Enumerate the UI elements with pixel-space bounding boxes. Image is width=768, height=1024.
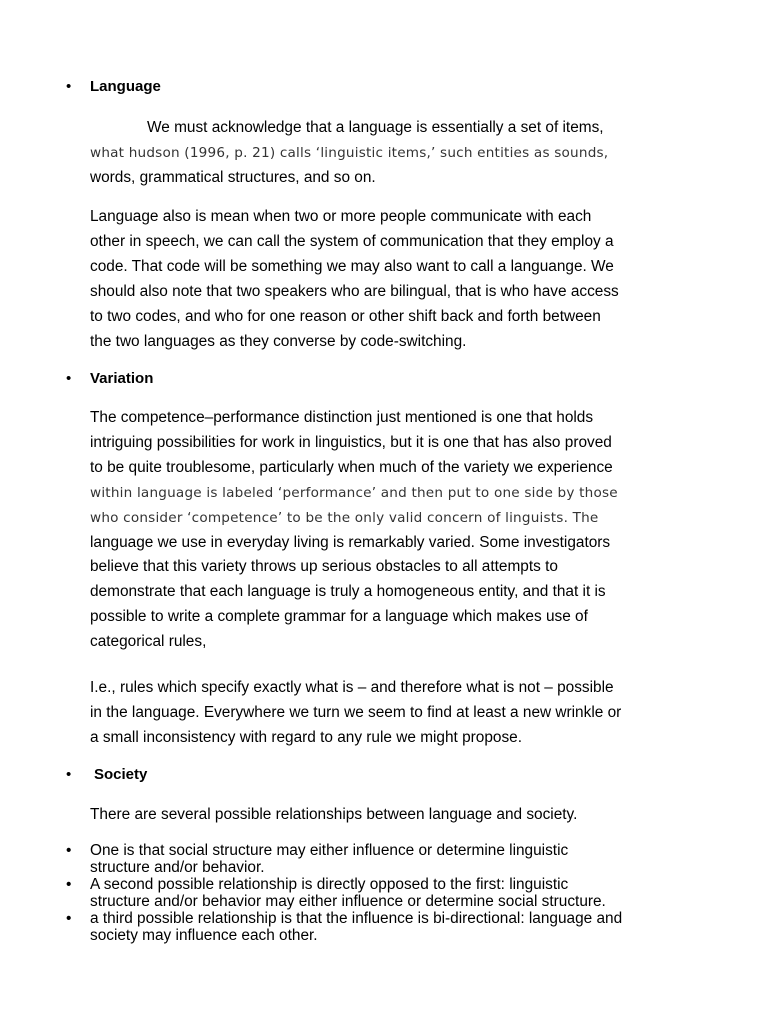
text-line: a third possible relationship is that the influence is bi-directional: language and (90, 910, 623, 927)
text-line: Language also is mean when two or more people communicate with each (90, 208, 592, 225)
text-line: to be quite troublesome, particularly when much of the variety we experience (90, 458, 613, 476)
heading-text: Society (94, 766, 148, 783)
text-line: I.e., rules which specify exactly what is – and therefore what is not – possible (90, 679, 614, 696)
text-line: A second possible relationship is directly opposed to the first: linguistic (90, 876, 569, 893)
text-line: words, grammatical structures, and so on. (90, 168, 376, 186)
paragraph-language-1 (90, 116, 690, 191)
text-line: structure and/or behavior may either influence or determine social structure. (90, 893, 606, 910)
text-line: One is that social structure may either influence or determine linguistic (90, 842, 569, 859)
heading-society (66, 765, 147, 785)
bullet: • (66, 766, 72, 783)
text-line: language we use in everyday living is remarkably varied. Some investigators (90, 533, 611, 551)
text-line: what hudson (1996, p. 21) calls ‘linguistic items,’ such entities as sounds, (90, 144, 609, 161)
text-line: a small inconsistency with regard to any rule we might propose. (90, 728, 522, 746)
text-line: society may influence each other. (90, 927, 318, 944)
heading-text: Variation (90, 370, 154, 387)
text-line: other in speech, we can call the system of communication that they employ a (90, 232, 614, 250)
text-line: We must acknowledge that a language is essentially a set of items, (147, 119, 604, 136)
text-line: in the language. Everywhere we turn we seem to find at least a new wrinkle or (90, 703, 622, 721)
bullet: • (66, 842, 72, 859)
bullet: • (66, 876, 72, 893)
text-line: There are several possible relationships between language and society. (90, 806, 578, 823)
text-line: should also note that two speakers who are bilingual, that is who have access (90, 282, 619, 300)
text-line: the two languages as they converse by code-switching. (90, 332, 467, 350)
bullet: • (66, 78, 72, 95)
list-item (66, 842, 706, 876)
text-line: categorical rules, (90, 633, 207, 651)
bullet: • (66, 370, 72, 387)
text-line: to two codes, and who for one reason or other shift back and forth between (90, 307, 601, 325)
paragraph-variation-2 (90, 676, 690, 751)
paragraph-variation-1 (90, 406, 690, 655)
text-line: possible to write a complete grammar for a language which makes use of (90, 608, 588, 626)
list-item (66, 910, 706, 944)
heading-variation (66, 369, 153, 389)
society-relationships-list (66, 842, 706, 944)
text-line: code. That code will be something we may also want to call a languange. We (90, 257, 614, 275)
heading-text: Language (90, 78, 161, 95)
text-line: who consider ‘competence’ to be the only valid concern of linguists. The (90, 509, 599, 526)
bullet: • (66, 910, 72, 927)
text-line: demonstrate that each language is truly a homogeneous entity, and that it is (90, 583, 606, 601)
text-line: intriguing possibilities for work in linguistics, but it is one that has also proved (90, 433, 612, 451)
text-line: structure and/or behavior. (90, 859, 265, 876)
text-line: believe that this variety throws up serious obstacles to all attempts to (90, 558, 558, 576)
text-line: within language is labeled ‘performance’ and then put to one side by those (90, 484, 618, 501)
paragraph-language-2 (90, 205, 690, 354)
paragraph-society-1 (90, 803, 690, 828)
list-item (66, 876, 706, 910)
heading-language (66, 77, 161, 97)
text-line: The competence–performance distinction just mentioned is one that holds (90, 409, 594, 426)
